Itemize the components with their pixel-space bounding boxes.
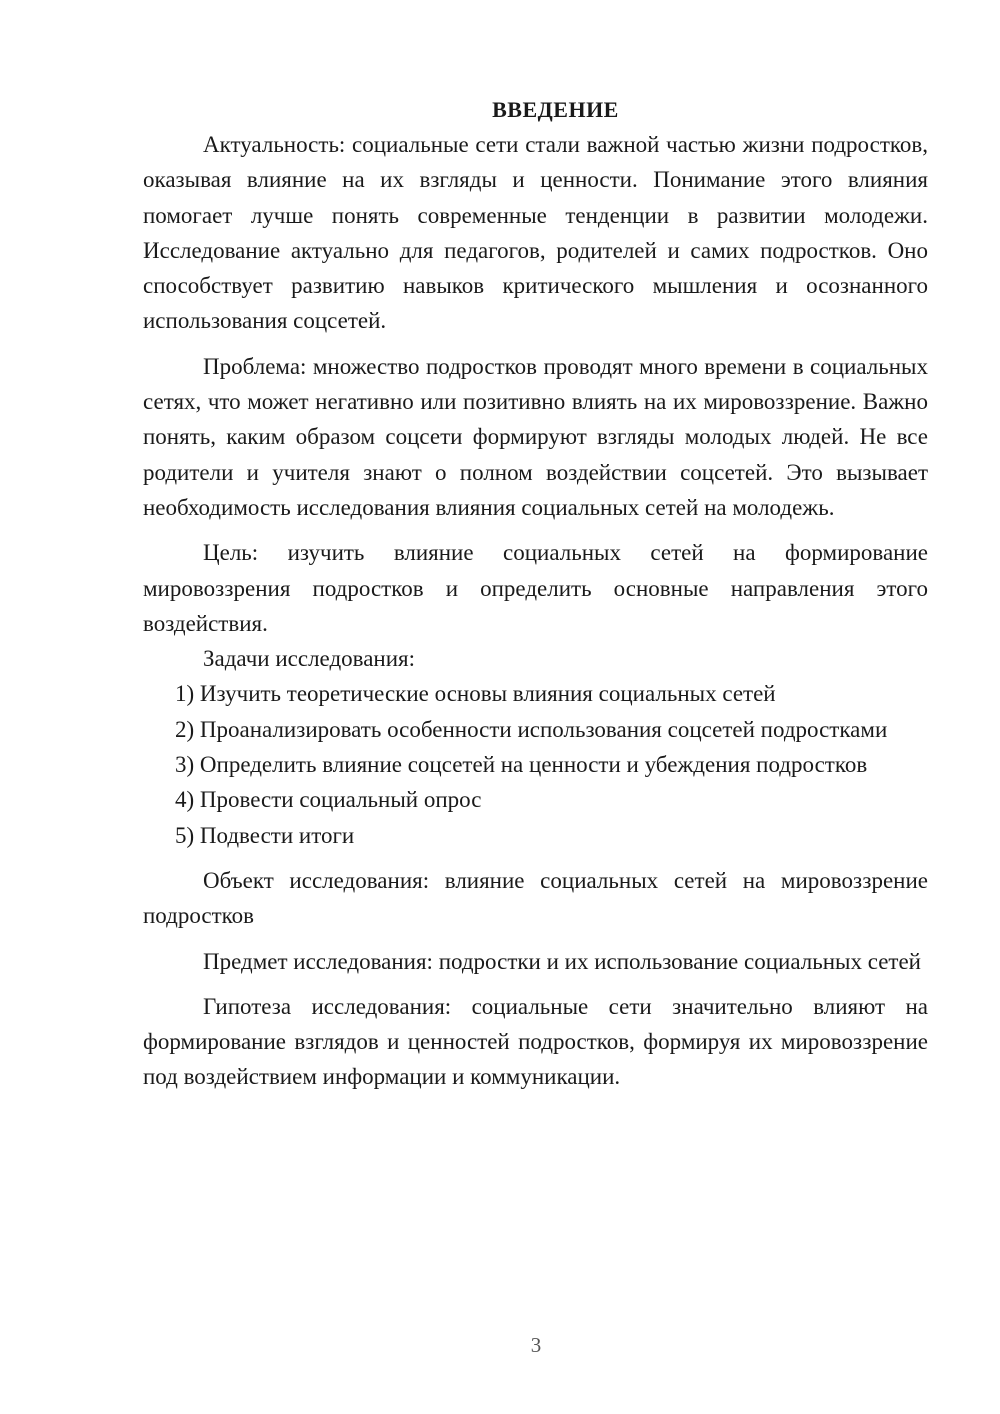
- paragraph-goal: Цель: изучить влияние социальных сетей на формирование мировоззрения подростков и определить основные направления этого воздействия.: [143, 540, 928, 636]
- paragraph-relevance: Актуальность: социальные сети стали важной частью жизни подростков, оказывая влияние на их взгляды и ценности. Понимание этого влияния помогает лучше понять современные тенденции в развитии молодежи. Исследование актуально для педагогов, родителей и самих подростков. Оно способствует развитию навыков критического мышления и осознанного использования соцсетей.: [143, 132, 928, 334]
- paragraph-object: Объект исследования: влияние социальных сетей на мировоззрение подростков: [143, 867, 928, 929]
- page-content: [143, 92, 928, 1095]
- list-item: 3) Определить влияние соцсетей на ценности и убеждения подростков: [175, 752, 868, 778]
- page-number: 3: [530, 1333, 542, 1357]
- list-item: 2) Проанализировать особенности использования соцсетей подростками: [175, 716, 888, 742]
- tasks-heading: Задачи исследования:: [203, 646, 416, 672]
- list-item: 4) Провести социальный опрос: [175, 787, 482, 813]
- tasks-list: [143, 676, 928, 852]
- paragraph-hypothesis: Гипотеза исследования: социальные сети значительно влияют на формирование взглядов и ценностей подростков, формируя их мировоззрение под воздействием информации и коммуникации.: [143, 993, 928, 1090]
- list-item: 5) Подвести итоги: [175, 822, 355, 848]
- paragraph-problem: Проблема: множество подростков проводят много времени в социальных сетях, что может негативно или позитивно влиять на их мировоззрение. Важно понять, каким образом соцсети формируют взгляды молодых людей. Не все родители и учителя знают о полном воздействии соцсетей. Это вызывает необходимость исследования влияния социальных сетей на молодежь.: [143, 353, 928, 520]
- list-item: 1) Изучить теоретические основы влияния социальных сетей: [175, 681, 776, 707]
- paragraph-subject: Предмет исследования: подростки и их использование социальных сетей: [203, 948, 921, 974]
- page-title: ВВЕДЕНИЕ: [492, 97, 619, 122]
